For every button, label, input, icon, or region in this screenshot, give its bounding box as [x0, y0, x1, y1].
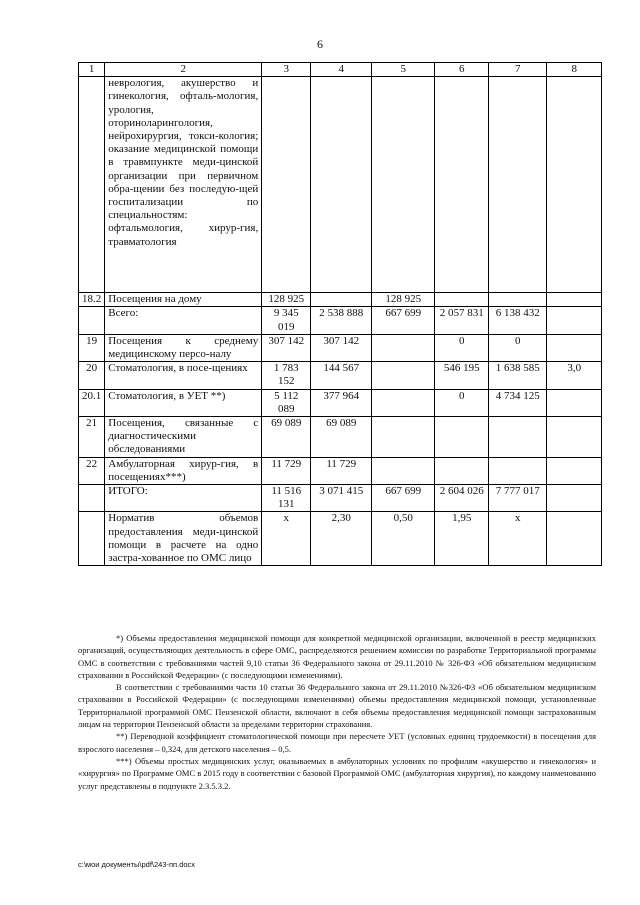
row-name: Посещения на дому — [105, 293, 262, 307]
row-number — [79, 485, 105, 512]
table-row — [79, 417, 602, 458]
footnotes — [78, 632, 596, 792]
cell-value — [435, 293, 489, 307]
cell-value: 11 516 131 — [262, 485, 311, 512]
cell-value: 69 089 — [311, 417, 372, 458]
cell-value: 667 699 — [372, 307, 435, 334]
table-row — [79, 307, 602, 334]
cell-value: 546 195 — [435, 362, 489, 389]
cell-value: 3,0 — [547, 362, 602, 389]
cell-value — [489, 293, 547, 307]
cell-value: 69 089 — [262, 417, 311, 458]
cell-value: 11 729 — [311, 457, 372, 484]
row-name: Стоматология, в посе-щениях — [105, 362, 262, 389]
cell-value — [489, 417, 547, 458]
cell-value: x — [262, 512, 311, 566]
header-cell: 8 — [547, 63, 602, 77]
cell-value — [547, 293, 602, 307]
header-cell: 2 — [105, 63, 262, 77]
cell-value — [547, 389, 602, 416]
cell-value: x — [489, 512, 547, 566]
cell-value: 307 142 — [311, 334, 372, 361]
cell-value: 2 057 831 — [435, 307, 489, 334]
cell-value — [372, 457, 435, 484]
header-cell: 3 — [262, 63, 311, 77]
row-name: Стоматология, в УЕТ **) — [105, 389, 262, 416]
cell-value: 6 138 432 — [489, 307, 547, 334]
cell-value: 11 729 — [262, 457, 311, 484]
header-cell: 4 — [311, 63, 372, 77]
row-number: 21 — [79, 417, 105, 458]
cell-value: 144 567 — [311, 362, 372, 389]
cell-value: 4 734 125 — [489, 389, 547, 416]
cell-value: 1 638 585 — [489, 362, 547, 389]
table-row — [79, 389, 602, 416]
cell-value: 0,50 — [372, 512, 435, 566]
row-name: Амбулаторная хирур-гия, в посещениях***) — [105, 457, 262, 484]
row-number — [79, 307, 105, 334]
header-cell: 7 — [489, 63, 547, 77]
cell-value — [547, 485, 602, 512]
cell-value: 2 538 888 — [311, 307, 372, 334]
cell-value: 128 925 — [262, 293, 311, 307]
cell-value: 2,30 — [311, 512, 372, 566]
row-name: Всего: — [105, 307, 262, 334]
row-number: 20 — [79, 362, 105, 389]
header-cell: 1 — [79, 63, 105, 77]
cell-value — [489, 457, 547, 484]
row-name: Посещения к среднему медицинскому персо-налу — [105, 334, 262, 361]
continuation-text: неврология, акушерство и гинекология, офталь-мология, урология, оториноларингология, нейрохирургия, токси-кология; оказание медицинской помощи в травмпункте меди-цинской организации при первичном обра-щении без последую-щей госпитализации по специальностям: офтальмология, хирур-гия, травматология — [105, 77, 262, 293]
cell-value — [547, 457, 602, 484]
cell-value — [372, 334, 435, 361]
row-number: 18.2 — [79, 293, 105, 307]
cell-value — [372, 389, 435, 416]
cell-value: 667 699 — [372, 485, 435, 512]
cell-value: 7 777 017 — [489, 485, 547, 512]
row-name: Норматив объемов предоставления меди-цинской помощи в расчете на одно застра-хованное по ОМС лицо — [105, 512, 262, 566]
table-row — [79, 457, 602, 484]
cell-value — [547, 417, 602, 458]
row-number: 20.1 — [79, 389, 105, 416]
cell-value: 5 112 089 — [262, 389, 311, 416]
row-number: 22 — [79, 457, 105, 484]
cell-value: 1 783 152 — [262, 362, 311, 389]
cell-value: 377 964 — [311, 389, 372, 416]
cell-value — [311, 293, 372, 307]
row-number: 19 — [79, 334, 105, 361]
cell-value — [435, 457, 489, 484]
cell-value — [547, 307, 602, 334]
cell-value: 1,95 — [435, 512, 489, 566]
cell-value: 0 — [435, 389, 489, 416]
cell-value: 3 071 415 — [311, 485, 372, 512]
cell-value — [547, 334, 602, 361]
medical-volume-table — [78, 62, 602, 566]
row-name: ИТОГО: — [105, 485, 262, 512]
cell-value — [372, 417, 435, 458]
cell-value — [372, 362, 435, 389]
table-row — [79, 362, 602, 389]
cell-value — [435, 417, 489, 458]
table-row — [79, 77, 602, 293]
footnote: ***) Объемы простых медицинских услуг, оказываемых в амбулаторных условиях по профилям «акушерство и гинекология» и «хирургия» по Программе ОМС в 2015 году в соответствии с базовой Программой ОМС (амбулаторная хирургия), по каждому наименованию услуг представлены в подпункте 2.3.5.3.2. — [78, 755, 596, 791]
table-header-row — [79, 63, 602, 77]
file-path-footer: c:\мои документы\pdf\243-пп.docx — [78, 860, 196, 869]
row-name: Посещения, связанные с диагностическими обследованиями — [105, 417, 262, 458]
cell-value: 9 345 019 — [262, 307, 311, 334]
cell-value: 0 — [489, 334, 547, 361]
footnote: В соответствии с требованиями части 10 статьи 36 Федерального закона от 29.11.2010 №326-ФЗ «Об обязательном медицинском страховании в Российской Федерации» (с последующими изменениями) объемы предоставления медицинской помощи, установленные Территориальной программой ОМС Пензенской области, включают в себя объемы предоставления медицинской помощи застрахованным лицам на территории Пензенской области за пределами территории страхования. — [78, 682, 596, 730]
table-row — [79, 293, 602, 307]
table-row — [79, 512, 602, 566]
page-number: 6 — [317, 37, 323, 51]
cell-value — [547, 512, 602, 566]
row-number — [79, 512, 105, 566]
table-row — [79, 334, 602, 361]
cell-value: 307 142 — [262, 334, 311, 361]
footnote: *) Объемы предоставления медицинской помощи для конкретной медицинской организации, включенной в реестр медицинских организаций, осуществляющих деятельность в сфере ОМС, распределяются решением комиссии по разработке Территориальной программы ОМС в соответствии с требованиями частей 9,10 статьи 36 Федерального закона от 29.11.2010 № 326-ФЗ «Об обязательном медицинском страховании в Российской Федерации» (с последующими изменениями). — [78, 633, 596, 680]
header-cell: 5 — [372, 63, 435, 77]
cell-value: 0 — [435, 334, 489, 361]
table-row — [79, 485, 602, 512]
footnote: **) Переводной коэффициент стоматологической помощи при пересчете УЕТ (условных единиц трудоемкости) в посещения для взрослого населения – 0,324, для детского населения – 0,5. — [78, 731, 596, 754]
cell-value: 2 604 026 — [435, 485, 489, 512]
cell-value: 128 925 — [372, 293, 435, 307]
header-cell: 6 — [435, 63, 489, 77]
